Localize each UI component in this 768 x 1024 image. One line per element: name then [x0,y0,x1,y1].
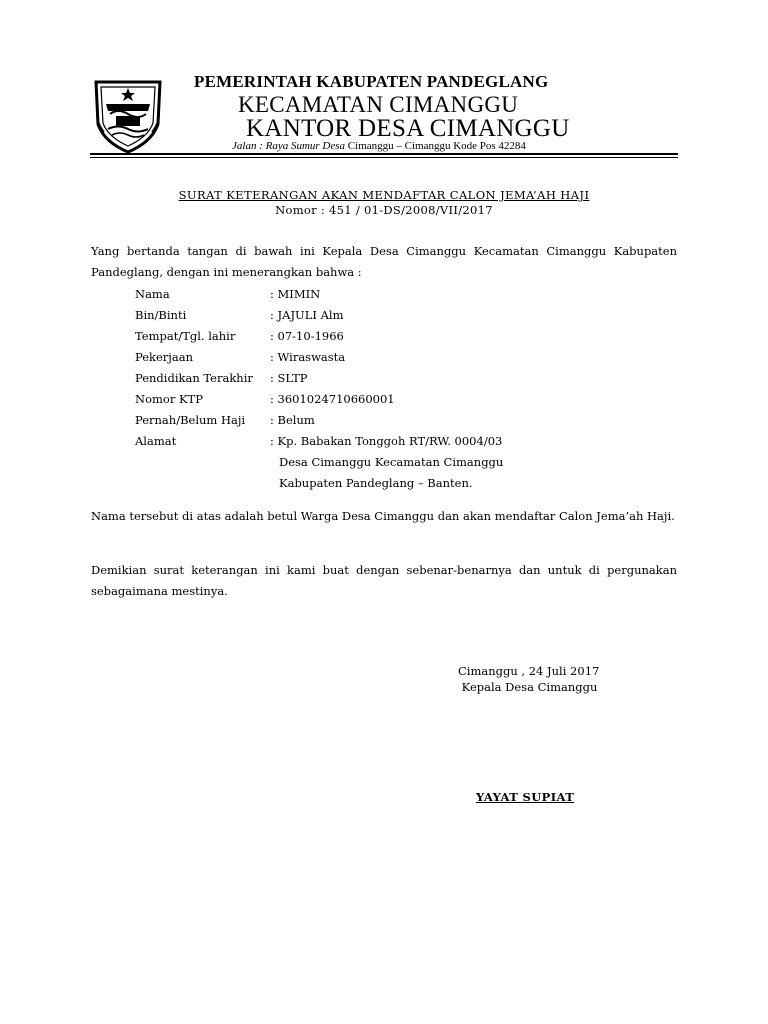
closing-paragraph: Demikian surat keterangan ini kami buat dengan sebenar-benarnya dan untuk di pergunakan sebagaimana mestinya. [91,563,677,598]
field-value-birth: : 07-10-1966 [270,329,344,343]
field-value-address-line2: Desa Cimanggu Kecamatan Cimanggu [279,455,504,469]
letterhead-village-office: KANTOR DESA CIMANGGU [246,115,570,142]
signature-position: Kepala Desa Cimanggu [458,680,598,694]
letter-title [0,188,768,202]
field-value-hajj-status: : Belum [270,413,315,427]
address-street: Jalan : Raya Sumur Desa [232,140,346,152]
field-label-address: Alamat [135,434,177,448]
field-label-birth: Tempat/Tgl. lahir [135,329,236,343]
letterhead-government: PEMERINTAH KABUPATEN PANDEGLANG [194,72,549,91]
statement-paragraph: Nama tersebut di atas adalah betul Warga Desa Cimanggu dan akan mendaftar Calon Jema’ah Haji. [91,509,675,523]
field-label-id-number: Nomor KTP [135,392,203,406]
field-value-occupation: : Wiraswasta [270,350,346,364]
field-label-education: Pendidikan Terakhir [135,371,253,385]
field-value-parent: : JAJULI Alm [270,308,344,322]
letter-title-text: SURAT KETERANGAN AKAN MENDAFTAR CALON JEMA’AH HAJI [178,188,590,202]
field-value-education: : SLTP [270,371,308,385]
field-value-address: : Kp. Babakan Tonggoh RT/RW. 0004/03 [270,434,503,448]
field-label-occupation: Pekerjaan [135,350,193,364]
field-value-name: : MIMIN [270,287,321,301]
signature-place-date: Cimanggu , 24 Juli 2017 [458,664,600,678]
letterhead-rule-thin [90,157,678,158]
letterhead-district: KECAMATAN CIMANGGU [238,92,519,117]
field-value-address-line3: Kabupaten Pandeglang – Banten. [279,476,473,490]
field-label-name: Nama [135,287,170,301]
signatory-name: YAYAT SUPIAT [476,790,575,804]
field-value-id-number: : 3601024710660001 [270,392,395,406]
field-label-hajj-status: Pernah/Belum Haji [135,413,246,427]
letterhead-rule-thick [90,153,678,155]
address-postal: Cimanggu – Cimanggu Kode Pos 42284 [345,140,526,152]
letterhead-address [232,140,526,152]
field-label-parent: Bin/Binti [135,308,187,322]
pandeglang-regency-emblem-icon [92,74,164,154]
letter-number: Nomor : 451 / 01-DS/2008/VII/2017 [275,203,493,217]
intro-paragraph: Yang bertanda tangan di bawah ini Kepala Desa Cimanggu Kecamatan Cimanggu Kabupaten Pandeglang, dengan ini menerangkan bahwa : [91,244,677,279]
